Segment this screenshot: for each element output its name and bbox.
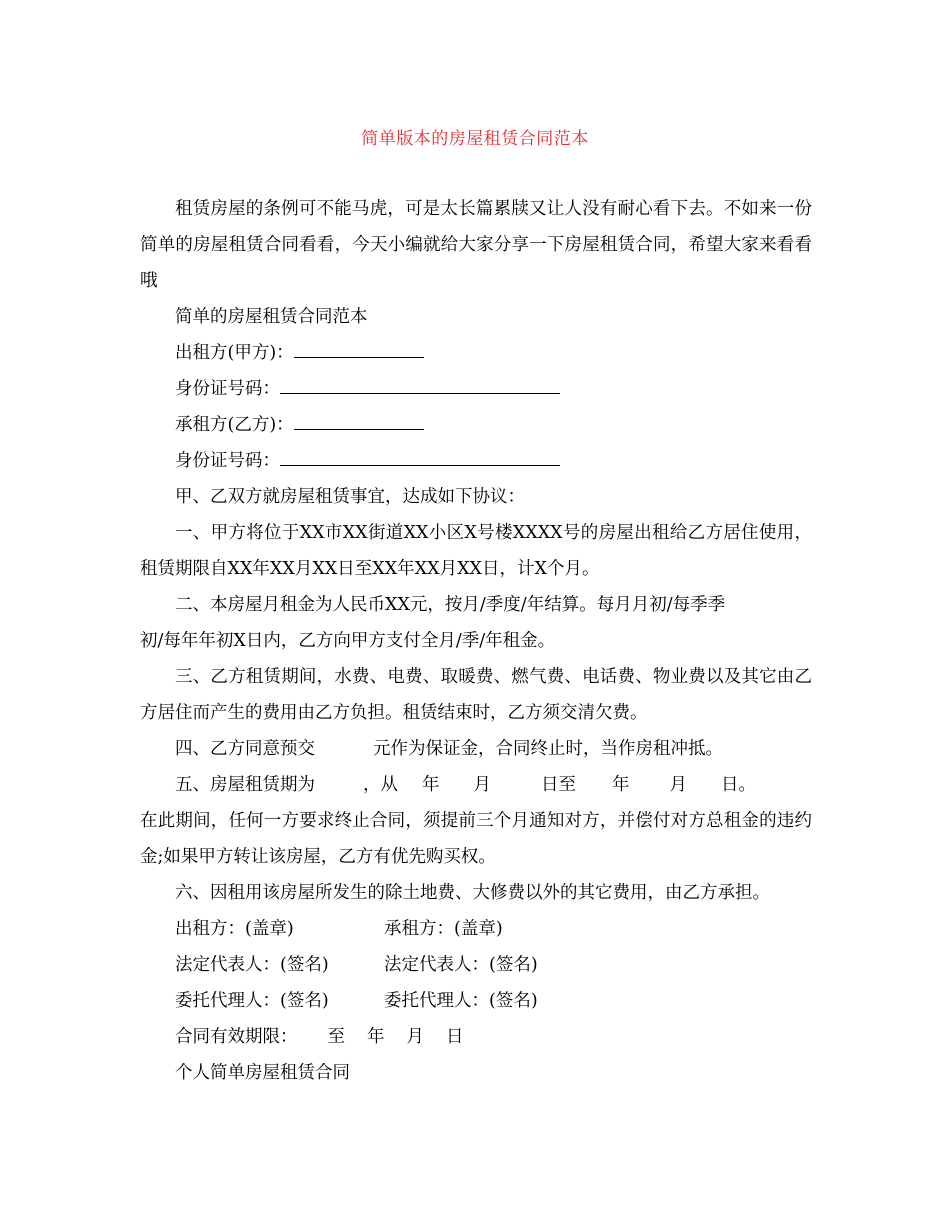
subtitle: 简单的房屋租赁合同范本 xyxy=(175,307,368,327)
lessee-row xyxy=(140,407,812,443)
validity-part: 至 xyxy=(327,1027,345,1047)
clause-5-part: ，从 xyxy=(363,775,398,795)
lessor-blank xyxy=(294,335,424,358)
clause-5-part: 月 xyxy=(669,775,687,795)
agent-row xyxy=(140,983,812,1019)
clause-5-part: 月 xyxy=(473,775,491,795)
clause-1: 一、甲方将位于XX市XX街道XX小区X号楼XXXX号的房屋出租给乙方居住使用，租赁期限自XX年XX月XX日至XX年XX月XX日，计X个月。 xyxy=(140,523,812,579)
validity-part: 年 xyxy=(367,1027,385,1047)
clause-5-line-1 xyxy=(140,767,812,803)
clause-5-part: 年 xyxy=(612,775,630,795)
lessee-blank xyxy=(294,407,424,430)
rep-lessee: 法定代表人：(签名) xyxy=(384,955,538,975)
sign-lessee: 承租方：(盖章) xyxy=(384,919,503,939)
clause-3: 三、乙方租赁期间，水费、电费、取暖费、燃气费、电话费、物业费以及其它由乙方居住而产生的费用由乙方负担。租赁结束时，乙方须交清欠费。 xyxy=(140,667,812,723)
clause-4 xyxy=(140,731,812,767)
clause-6: 六、因租用该房屋所发生的除土地费、大修费以外的其它费用，由乙方承担。 xyxy=(175,883,770,903)
validity-part: 月 xyxy=(406,1027,424,1047)
agent-lessor: 委托代理人：(签名) xyxy=(175,991,329,1011)
lessor-label: 出租方(甲方)： xyxy=(175,343,294,363)
lessor-id-label: 身份证号码： xyxy=(175,379,280,399)
validity-part: 日 xyxy=(446,1027,464,1047)
clause-2-line-2: 初/每年年初X日内，乙方向甲方支付全月/季/年租金。 xyxy=(140,631,556,651)
lessor-id-blank xyxy=(280,371,560,394)
closing-title: 个人简单房屋租赁合同 xyxy=(175,1063,350,1083)
sign-row xyxy=(140,911,812,947)
clause-5-part: 年 xyxy=(422,775,440,795)
agent-lessee: 委托代理人：(签名) xyxy=(384,991,538,1011)
lessee-id-blank xyxy=(280,443,560,466)
clause-5-part: 五、房屋租赁期为 xyxy=(175,775,315,795)
rep-row xyxy=(140,947,812,983)
clause-5-part: 日至 xyxy=(541,775,576,795)
rep-lessor: 法定代表人：(签名) xyxy=(175,955,329,975)
contract-section xyxy=(140,299,812,1091)
sign-lessor: 出租方：(盖章) xyxy=(175,919,294,939)
agreement-intro: 甲、乙双方就房屋租赁事宜，达成如下协议： xyxy=(175,487,525,507)
clause-5-rest: 在此期间，任何一方要求终止合同，须提前三个月通知对方，并偿付对方总租金的违约金;如果甲方转让该房屋，乙方有优先购买权。 xyxy=(140,811,812,867)
lessor-row xyxy=(140,335,812,371)
clause-4-part-2: 元作为保证金，合同终止时，当作房租冲抵。 xyxy=(373,739,723,759)
lessee-id-row xyxy=(140,443,812,479)
validity-label: 合同有效期限： xyxy=(175,1027,298,1047)
lessee-id-label: 身份证号码： xyxy=(175,451,280,471)
lessee-label: 承租方(乙方)： xyxy=(175,415,294,435)
clause-5-part: 日。 xyxy=(721,775,756,795)
document-body xyxy=(140,191,812,299)
document-title: 简单版本的房屋租赁合同范本 xyxy=(361,129,589,149)
lessor-id-row xyxy=(140,371,812,407)
clause-4-part-1: 四、乙方同意预交 xyxy=(175,739,315,759)
clause-2-line-1: 二、本房屋月租金为人民币XX元，按月/季度/年结算。每月月初/每季季 xyxy=(175,595,726,615)
intro-paragraph: 租赁房屋的条例可不能马虎，可是太长篇累牍又让人没有耐心看下去。不如来一份简单的房屋租赁合同看看，今天小编就给大家分享一下房屋租赁合同，希望大家来看看哦 xyxy=(140,199,812,291)
validity-row xyxy=(140,1019,812,1055)
